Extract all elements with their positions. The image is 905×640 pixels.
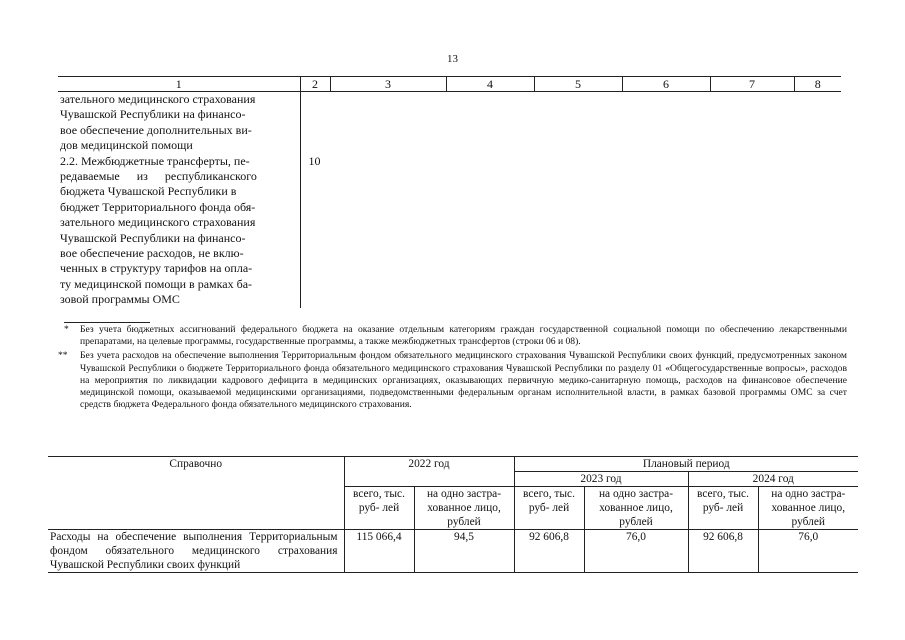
row-code xyxy=(300,92,330,154)
row-line: бюджет Территориального фонда обя- xyxy=(60,199,256,214)
reference-table xyxy=(48,456,858,573)
ref-value-2024-per-person: 76,0 xyxy=(758,530,858,573)
ref-sub-total: всего, тыс. руб- лей xyxy=(344,487,414,530)
ref-value-2023-per-person: 76,0 xyxy=(584,530,688,573)
ref-sub-total: всего, тыс. руб- лей xyxy=(688,487,758,530)
col-header-5: 5 xyxy=(534,77,622,92)
table-row xyxy=(58,154,841,308)
main-table-header-row xyxy=(58,77,841,92)
ref-sub-per-person: на одно застра- хованное лицо, рублей xyxy=(758,487,858,530)
ref-year-2024: 2024 год xyxy=(688,472,858,487)
ref-value-2024-total: 92 606,8 xyxy=(688,530,758,573)
ref-value-2022-total: 115 066,4 xyxy=(344,530,414,573)
ref-header-row-1 xyxy=(48,457,858,472)
ref-sub-total: всего, тыс. руб- лей xyxy=(514,487,584,530)
row-line: редаваемые из республиканского xyxy=(60,169,257,184)
table-row xyxy=(48,530,858,573)
col-header-1: 1 xyxy=(58,77,300,92)
footnotes xyxy=(58,324,847,411)
footnote xyxy=(58,350,847,411)
table-row xyxy=(58,92,841,154)
row-description xyxy=(58,154,300,308)
col-header-8: 8 xyxy=(794,77,841,92)
col-header-4: 4 xyxy=(446,77,534,92)
footnote-mark: ** xyxy=(58,350,68,362)
ref-sub-per-person: на одно застра- хованное лицо, рублей xyxy=(584,487,688,530)
col-header-6: 6 xyxy=(622,77,710,92)
row-line: вое обеспечение дополнительных ви- xyxy=(60,122,252,137)
row-description xyxy=(58,92,300,154)
row-line: Чувашской Республики на финансо- xyxy=(60,230,246,245)
ref-value-2023-total: 92 606,8 xyxy=(514,530,584,573)
col-header-3: 3 xyxy=(330,77,446,92)
row-code: 10 xyxy=(308,153,321,168)
row-line: зовой программы ОМС xyxy=(60,292,180,307)
ref-value-2022-per-person: 94,5 xyxy=(414,530,514,573)
footnote-mark: * xyxy=(64,324,69,335)
row-line: 2.2. Межбюджетные трансферты, пе- xyxy=(60,153,250,168)
row-line: зательного медицинского страхования xyxy=(60,92,256,106)
row-line: зательного медицинского страхования xyxy=(60,215,256,230)
page-number: 13 xyxy=(447,53,458,65)
col-header-2: 2 xyxy=(300,77,330,92)
ref-col-label: Справочно xyxy=(48,457,344,530)
ref-sub-per-person: на одно застра- хованное лицо, рублей xyxy=(414,487,514,530)
row-line: ченных в структуру тарифов на опла- xyxy=(60,261,253,276)
ref-row-label: Расходы на обеспечение выполнения Территориальным фондом обязательного медицинского страхования Чувашской Республики своих функций xyxy=(48,530,344,573)
row-line: ту медицинской помощи в рамках ба- xyxy=(60,276,253,291)
row-line: Чувашской Республики на финансо- xyxy=(60,107,246,122)
row-line: дов медицинской помощи xyxy=(60,138,193,153)
footnote-text: Без учета расходов на обеспечение выполнения Территориальным фондом обязательного медицинского страхования Чувашской Республики своих функций, предусмотренных законом Чувашской Республики о бюджете Территориального фонда обязательного медицинского страхования Чувашской Республики по разделу 01 «Общегосударственные вопросы», расходов на мероприятия по ликвидации кадрового дефицита в медицинских организациях, оказывающих первичную медико-санитарную помощь, расходов на финансовое обеспечение медицинской помощи, оказываемой медицинскими организациями, подведомственными федеральным органам исполнительной власти, в рамках базовой программы ОМС за счет средств бюджета Федерального фонда обязательного медицинского страхования. xyxy=(80,350,847,411)
row-line: вое обеспечение расходов, не вклю- xyxy=(60,246,244,261)
col-header-7: 7 xyxy=(710,77,794,92)
footnote xyxy=(58,324,847,348)
ref-year-2022: 2022 год xyxy=(344,457,514,487)
footnote-separator xyxy=(64,322,150,323)
ref-year-2023: 2023 год xyxy=(514,472,688,487)
ref-planned-period: Плановый период xyxy=(514,457,858,472)
row-line: бюджета Чувашской Республики в xyxy=(60,184,237,199)
footnote-text: Без учета бюджетных ассигнований федерального бюджета на оказание отдельным категориям граждан государственной социальной помощи по обеспечению лекарственными препаратами, на целевые программы, государственные программы, а также межбюджетных трансфертов (строки 06 и 08). xyxy=(80,324,847,348)
main-table xyxy=(58,76,841,308)
